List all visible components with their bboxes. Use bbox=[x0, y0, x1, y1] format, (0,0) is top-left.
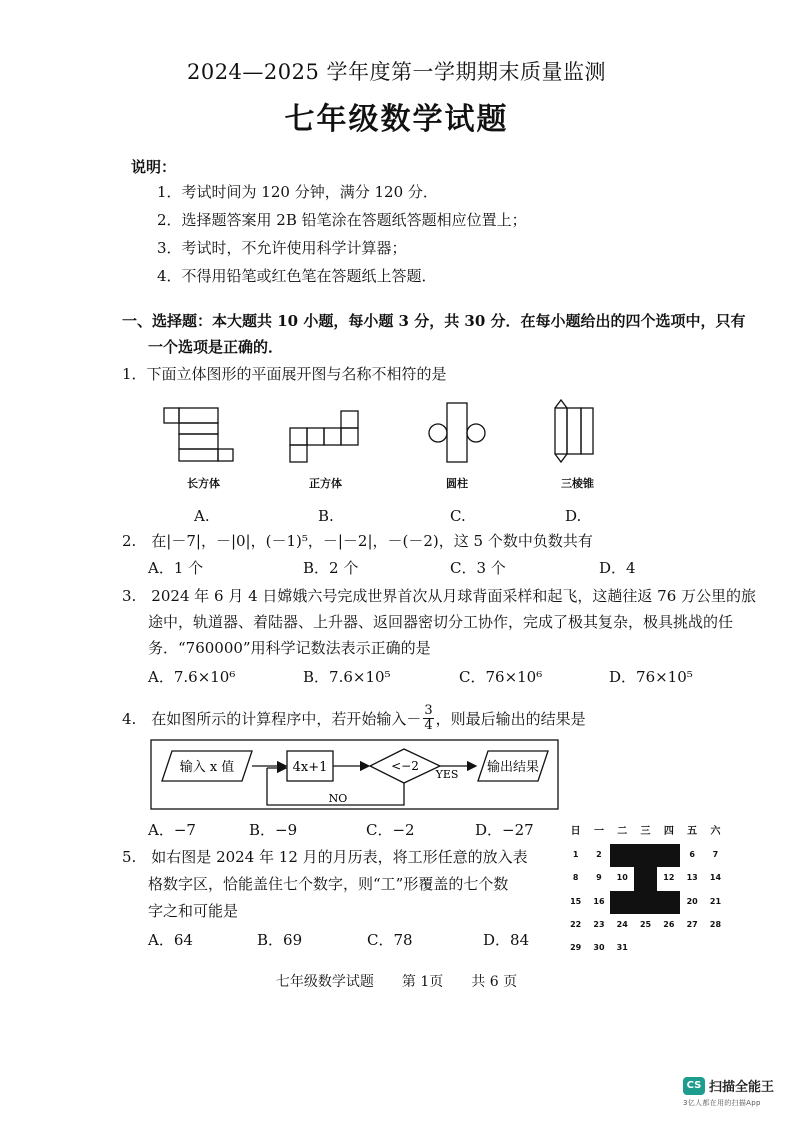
calendar-day: 18 bbox=[639, 896, 652, 906]
q1-option-b: B. bbox=[318, 507, 334, 525]
q2-option-c: C．3 个 bbox=[450, 559, 506, 577]
watermark-brand: 扫描全能王 bbox=[709, 1080, 775, 1095]
q1-option-a: A. bbox=[194, 507, 210, 525]
q3-stem-line3: 务．“760000”用科学记数法表示正确的是 bbox=[148, 639, 431, 657]
calendar-day: 25 bbox=[639, 919, 652, 929]
scanner-watermark bbox=[683, 1076, 774, 1108]
prism-net-figure bbox=[555, 400, 593, 462]
output-label: 输出结果 bbox=[486, 760, 540, 775]
calendar-day: 29 bbox=[570, 943, 582, 953]
q3-option-c: C．76×10⁶ bbox=[459, 668, 543, 686]
calendar-day: 26 bbox=[663, 919, 675, 929]
cuboid-net-figure bbox=[164, 408, 233, 461]
figure-label: 长方体 bbox=[187, 477, 220, 490]
instruction-item: 2．选择题答案用 2B 铅笔涂在答题纸答题相应位置上； bbox=[157, 211, 527, 229]
q5-stem-line2: 格数字区，恰能盖住七个数字，则“工”形覆盖的七个数 bbox=[148, 875, 509, 893]
calendar-weekday: 五 bbox=[687, 826, 698, 837]
december-calendar bbox=[564, 820, 726, 952]
calendar-day: 12 bbox=[663, 873, 675, 883]
calendar-weekday: 四 bbox=[663, 826, 674, 837]
calendar-day: 11 bbox=[639, 873, 652, 883]
condition-label: <−2 bbox=[391, 759, 419, 773]
q4-option-a: A．−7 bbox=[148, 821, 196, 839]
cs-logo-icon: CS bbox=[683, 1077, 705, 1095]
calendar-day: 16 bbox=[593, 896, 605, 906]
i-shape-overlay bbox=[564, 820, 726, 952]
calendar-day: 21 bbox=[709, 896, 722, 906]
calendar-day: 22 bbox=[570, 919, 582, 929]
calendar-day: 4 bbox=[642, 850, 649, 859]
fraction-numerator: 3 bbox=[424, 703, 433, 718]
instruction-item: 1．考试时间为 120 分钟，满分 120 分． bbox=[157, 183, 438, 201]
calendar-day: 6 bbox=[689, 850, 695, 859]
section-heading: 一、选择题：本大题共 10 小题，每小题 3 分，共 30 分．在每小题给出的四个选项中，只有 bbox=[122, 312, 746, 330]
q4-option-b: B．−9 bbox=[249, 821, 298, 839]
instruction-item: 4．不得用铅笔或红色笔在答题纸上答题． bbox=[157, 267, 437, 285]
q5-option-a: A．64 bbox=[148, 931, 193, 949]
calendar-day: 30 bbox=[593, 943, 605, 953]
figure-label: 三棱锥 bbox=[561, 477, 594, 490]
q5-stem-line1: 5. 如右图是 2024 年 12 月的月历表，将工形任意的放入表 bbox=[122, 848, 528, 866]
q3-option-b: B．7.6×10⁵ bbox=[303, 668, 391, 686]
instruction-item: 3．考试时，不允许使用科学计算器； bbox=[157, 239, 407, 257]
calendar-day: 3 bbox=[619, 850, 626, 859]
section-heading-cont: 一个选项是正确的． bbox=[148, 338, 284, 356]
calendar-day: 19 bbox=[663, 896, 675, 906]
calendar-day: 13 bbox=[686, 873, 698, 883]
calendar-weekday: 三 bbox=[640, 826, 651, 837]
q4-option-d: D．−27 bbox=[475, 821, 534, 839]
q2-option-b: B．2 个 bbox=[303, 559, 359, 577]
instructions-label: 说明： bbox=[131, 158, 177, 176]
calendar-day: 9 bbox=[596, 873, 602, 883]
q3-stem-line2: 途中，轨道器、着陆器、上升器、返回器密切分工协作，完成了极其复杂，极具挑战的任 bbox=[148, 613, 734, 631]
page-footer: 七年级数学试题 第 1页 共 6 页 bbox=[275, 974, 518, 990]
q4-option-c: C．−2 bbox=[366, 821, 415, 839]
q5-option-c: C．78 bbox=[367, 931, 413, 949]
calendar-weekday: 日 bbox=[570, 826, 581, 837]
calendar-day: 24 bbox=[616, 919, 628, 929]
q4-stem-suffix: ，则最后输出的结果是 bbox=[435, 709, 586, 728]
watermark-slogan: 3亿人都在用的扫描App bbox=[683, 1099, 761, 1107]
calendar-weekday: 一 bbox=[593, 826, 604, 837]
calendar-day: 8 bbox=[572, 873, 579, 883]
calendar-day: 7 bbox=[712, 850, 719, 859]
yes-label: YES bbox=[435, 768, 459, 781]
calendar-weekday: 二 bbox=[617, 826, 628, 837]
calendar-day: 2 bbox=[596, 850, 602, 859]
q5-stem-line3: 字之和可能是 bbox=[148, 902, 239, 920]
figure-label: 圆柱 bbox=[446, 477, 468, 490]
q4-fraction bbox=[423, 704, 433, 733]
q5-option-d: D．84 bbox=[483, 931, 530, 949]
exam-title-line1: 2024—2025 学年度第一学期期末质量监测 bbox=[186, 60, 607, 84]
q4-stem-prefix: 4. 在如图所示的计算程序中，若开始输入－ bbox=[122, 709, 422, 728]
q5-option-b: B．69 bbox=[257, 931, 303, 949]
calendar-day: 15 bbox=[570, 896, 582, 906]
calendar-day: 31 bbox=[616, 943, 628, 953]
calendar-day: 27 bbox=[686, 919, 698, 929]
exam-title: 七年级数学试题 bbox=[284, 102, 509, 137]
calendar-weekday: 六 bbox=[710, 826, 721, 837]
q1-option-c: C. bbox=[450, 507, 466, 525]
calendar-day: 14 bbox=[709, 873, 722, 883]
fraction-denominator: 4 bbox=[424, 718, 433, 733]
q2-option-d: D．4 bbox=[599, 559, 636, 577]
q2-stem: 2. 在|－7|，－|0|，(－1)⁵，－|－2|，－(－2)，这 5 个数中负数共有 bbox=[122, 532, 593, 550]
cube-net-figure bbox=[290, 411, 358, 462]
calendar-day: 20 bbox=[686, 896, 698, 906]
q2-option-a: A．1 个 bbox=[148, 559, 204, 577]
q3-option-a: A．7.6×10⁶ bbox=[148, 668, 236, 686]
process-label: 4x+1 bbox=[292, 760, 328, 775]
input-label: 输入 x 值 bbox=[179, 760, 235, 775]
calendar-day: 23 bbox=[593, 919, 605, 929]
q4-stem bbox=[122, 704, 586, 733]
q3-stem-line1: 3. 2024 年 6 月 4 日嫦娥六号完成世界首次从月球背面采样和起飞，这趟往返 76 万公里的旅 bbox=[122, 587, 757, 605]
calendar-day: 5 bbox=[666, 850, 672, 859]
q3-option-d: D．76×10⁵ bbox=[609, 668, 693, 686]
q1-figures bbox=[150, 398, 610, 468]
cylinder-net-figure bbox=[429, 403, 485, 462]
no-label: NO bbox=[328, 792, 348, 805]
q1-option-d: D. bbox=[565, 507, 582, 525]
figure-label: 正方体 bbox=[309, 477, 342, 490]
q1-stem: 1．下面立体图形的平面展开图与名称不相符的是 bbox=[122, 365, 447, 383]
q4-flowchart bbox=[150, 739, 560, 811]
calendar-day: 10 bbox=[616, 873, 628, 883]
calendar-day: 17 bbox=[616, 896, 628, 906]
calendar-day: 28 bbox=[709, 919, 722, 929]
calendar-day: 1 bbox=[572, 850, 579, 859]
